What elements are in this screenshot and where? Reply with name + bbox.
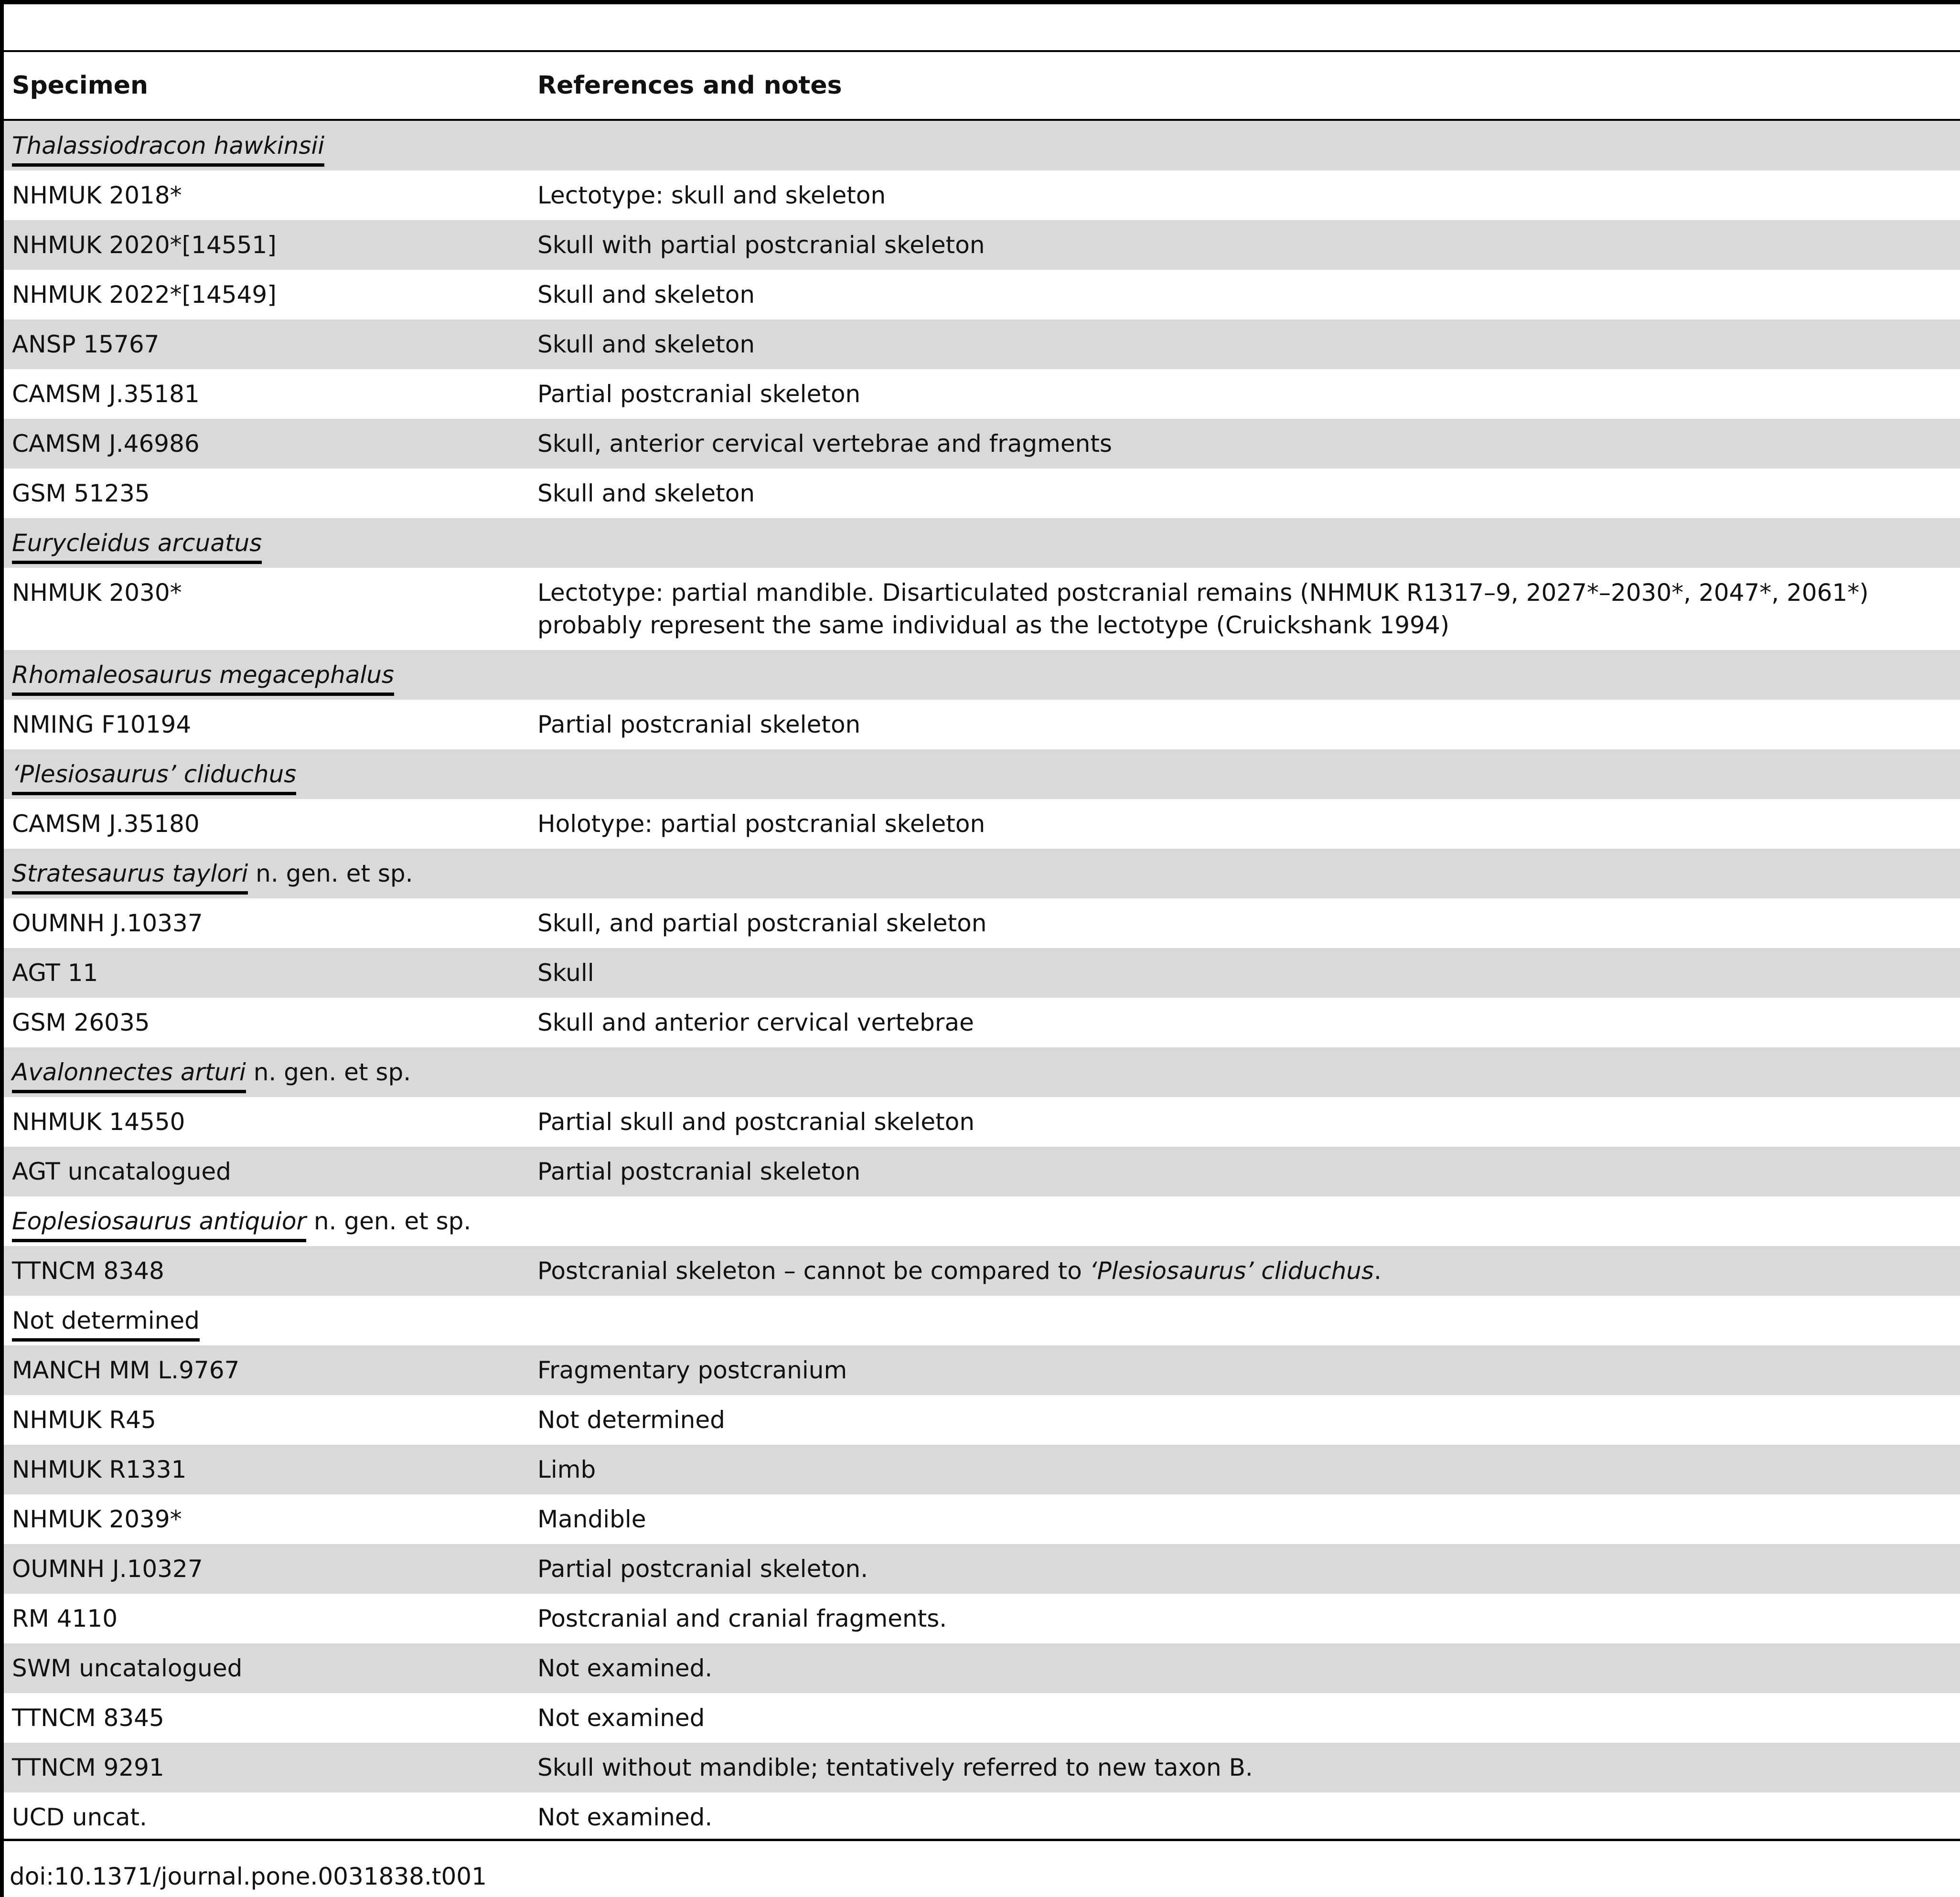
taxon-name: ‘Plesiosaurus’ cliduchus: [12, 758, 296, 794]
taxon-heading: [12, 1056, 411, 1092]
notes-text: Fragmentary postcranium: [537, 1356, 847, 1384]
taxon-name: Avalonnectes arturi: [12, 1056, 246, 1092]
notes-text: Skull and skeleton: [537, 480, 755, 507]
specimen-cell: GSM 51235: [12, 480, 150, 507]
taxon-row: [4, 650, 1960, 700]
notes-cell: [537, 907, 1951, 939]
bottom-rule: [4, 1839, 1960, 1841]
notes-text: Skull: [537, 959, 594, 987]
specimen-cell: NHMUK R45: [12, 1406, 156, 1434]
notes-text: Not examined: [537, 1704, 705, 1732]
notes-cell: [537, 708, 1951, 741]
notes-italic-text: ‘Plesiosaurus’ cliduchus: [1089, 1257, 1374, 1285]
specimen-cell: ANSP 15767: [12, 330, 160, 358]
header-references-notes: References and notes: [537, 71, 842, 100]
notes-text: Lectotype: skull and skeleton: [537, 181, 886, 209]
notes-cell: [537, 477, 1951, 510]
taxon-row: [4, 1296, 1960, 1345]
notes-cell: [537, 278, 1951, 311]
notes-text: Skull and anterior cervical vertebrae: [537, 1009, 974, 1036]
specimen-cell: CAMSM J.35181: [12, 380, 200, 408]
specimen-cell: TTNCM 9291: [12, 1754, 164, 1781]
table-row: [4, 568, 1960, 650]
specimen-cell: RM 4110: [12, 1605, 118, 1632]
notes-text: Partial postcranial skeleton.: [537, 1555, 868, 1583]
notes-cell: [537, 1006, 1951, 1039]
notes-cell: [537, 1702, 1951, 1734]
notes-text: Partial postcranial skeleton: [537, 380, 861, 408]
taxon-heading: [12, 659, 394, 695]
notes-text: Postcranial skeleton – cannot be compared to: [537, 1257, 1090, 1285]
notes-text: Skull with partial postcranial skeleton: [537, 231, 985, 259]
specimen-cell: NHMUK 2018*: [12, 181, 182, 209]
specimen-cell: OUMNH J.10337: [12, 909, 203, 937]
table-row: [4, 469, 1960, 518]
notes-cell: [537, 1453, 1951, 1486]
specimen-cell: UCD uncat.: [12, 1803, 147, 1831]
table-row: [4, 1246, 1960, 1296]
taxon-heading: [12, 1304, 200, 1341]
notes-cell: [537, 1354, 1951, 1386]
notes-text: Limb: [537, 1456, 596, 1483]
taxon-name: Eoplesiosaurus antiquior: [12, 1205, 306, 1241]
notes-cell: [537, 1255, 1951, 1287]
taxon-suffix: n. gen. et sp.: [248, 860, 413, 887]
taxon-row: [4, 1196, 1960, 1246]
taxon-row: [4, 1047, 1960, 1097]
table-row: [4, 1097, 1960, 1147]
notes-text: Partial skull and postcranial skeleton: [537, 1108, 975, 1136]
table-row: [4, 220, 1960, 270]
table-row: [4, 1147, 1960, 1196]
specimen-cell: NHMUK 2022*[14549]: [12, 281, 277, 309]
table-row: [4, 700, 1960, 749]
notes-text: Partial postcranial skeleton: [537, 711, 861, 738]
table-row: [4, 948, 1960, 998]
specimen-cell: NHMUK 2020*[14551]: [12, 231, 277, 259]
specimen-cell: TTNCM 8345: [12, 1704, 164, 1732]
notes-cell: [537, 1751, 1951, 1784]
table-header: [4, 52, 1960, 119]
taxon-suffix: n. gen. et sp.: [246, 1058, 411, 1086]
notes-cell: [537, 576, 1951, 641]
taxon-row: [4, 518, 1960, 568]
table-row: [4, 1643, 1960, 1693]
notes-cell: [537, 328, 1951, 361]
taxon-name: Thalassiodracon hawkinsii: [12, 129, 324, 166]
taxon-row: [4, 749, 1960, 799]
taxon-heading: [12, 1205, 471, 1241]
notes-cell: [537, 1155, 1951, 1188]
top-rule: [0, 0, 1960, 4]
notes-cell: [537, 1503, 1951, 1535]
table-row: [4, 369, 1960, 419]
table-row: [4, 270, 1960, 320]
notes-text: Skull and skeleton: [537, 330, 755, 358]
table-row: [4, 320, 1960, 369]
table-row: [4, 1544, 1960, 1594]
taxon-heading: [12, 527, 262, 563]
header-specimen: Specimen: [12, 71, 149, 100]
notes-cell: [537, 1602, 1951, 1635]
specimen-cell: MANCH MM L.9767: [12, 1356, 240, 1384]
specimen-cell: NHMUK 14550: [12, 1108, 185, 1136]
specimen-cell: AGT 11: [12, 959, 98, 987]
taxon-name: Eurycleidus arcuatus: [12, 527, 262, 563]
table-row: [4, 1594, 1960, 1643]
notes-cell: [537, 229, 1951, 261]
notes-cell: [537, 957, 1951, 989]
notes-cell: [537, 179, 1951, 212]
table-row: [4, 898, 1960, 948]
notes-text: Skull and skeleton: [537, 281, 755, 309]
notes-text: Not determined: [537, 1406, 725, 1434]
taxon-row: [4, 849, 1960, 898]
notes-end-text: .: [1374, 1257, 1382, 1285]
table-row: [4, 998, 1960, 1047]
notes-cell: [537, 808, 1951, 840]
taxon-row: [4, 121, 1960, 171]
notes-text: Not examined.: [537, 1654, 713, 1682]
notes-cell: [537, 1801, 1951, 1833]
table-row: [4, 1345, 1960, 1395]
specimen-cell: TTNCM 8348: [12, 1257, 164, 1285]
notes-text: Holotype: partial postcranial skeleton: [537, 810, 985, 838]
notes-cell: [537, 1652, 1951, 1684]
specimen-cell: SWM uncatalogued: [12, 1654, 243, 1682]
table-row: [4, 171, 1960, 220]
specimen-cell: NHMUK 2030*: [12, 579, 182, 607]
notes-cell: [537, 427, 1951, 460]
taxon-name: Not determined: [12, 1304, 200, 1341]
notes-cell: [537, 1404, 1951, 1436]
specimen-cell: CAMSM J.46986: [12, 430, 200, 458]
doi-caption: doi:10.1371/journal.pone.0031838.t001: [10, 1863, 487, 1890]
taxon-heading: [12, 758, 296, 794]
specimen-cell: GSM 26035: [12, 1009, 150, 1036]
specimen-cell: NMING F10194: [12, 711, 192, 738]
specimen-cell: AGT uncatalogued: [12, 1158, 231, 1185]
table-row: [4, 1445, 1960, 1494]
table-row: [4, 1395, 1960, 1445]
table-row: [4, 1693, 1960, 1743]
notes-cell: [537, 378, 1951, 410]
notes-text: Skull, and partial postcranial skeleton: [537, 909, 987, 937]
table-row: [4, 419, 1960, 469]
notes-text: Not examined.: [537, 1803, 713, 1831]
specimen-cell: OUMNH J.10327: [12, 1555, 203, 1583]
notes-text: Skull, anterior cervical vertebrae and fragments: [537, 430, 1112, 458]
taxon-heading: [12, 857, 413, 894]
notes-text: Partial postcranial skeleton: [537, 1158, 861, 1185]
notes-cell: [537, 1106, 1951, 1138]
notes-text: Postcranial and cranial fragments.: [537, 1605, 947, 1632]
notes-text: Skull without mandible; tentatively referred to new taxon B.: [537, 1754, 1253, 1781]
notes-text: Mandible: [537, 1505, 646, 1533]
specimen-cell: NHMUK 2039*: [12, 1505, 182, 1533]
notes-cell: [537, 1553, 1951, 1585]
table-row: [4, 1494, 1960, 1544]
taxon-name: Stratesaurus taylori: [12, 857, 248, 894]
table-row: [4, 799, 1960, 849]
specimen-cell: CAMSM J.35180: [12, 810, 200, 838]
taxon-heading: [12, 129, 324, 166]
taxon-suffix: n. gen. et sp.: [306, 1207, 471, 1235]
table-row: [4, 1743, 1960, 1792]
notes-text: Lectotype: partial mandible. Disarticulated postcranial remains (NHMUK R1317–9, 2027*–2030*, 2047*, 2061*) probably represent the same individual as the lectotype (Cruickshank 1994): [537, 579, 1869, 639]
table-row: [4, 1792, 1960, 1842]
taxon-name: Rhomaleosaurus megacephalus: [12, 659, 394, 695]
specimen-cell: NHMUK R1331: [12, 1456, 187, 1483]
table-body: [4, 121, 1960, 1842]
